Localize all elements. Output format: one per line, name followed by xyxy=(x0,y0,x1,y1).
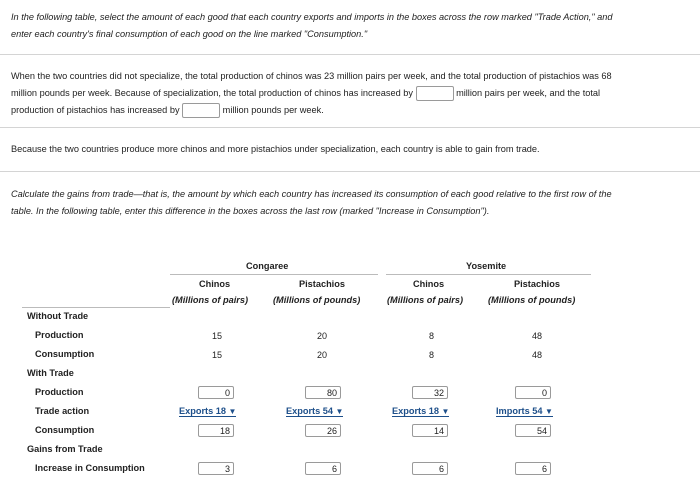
production-value: 20 xyxy=(316,331,327,341)
dropdown-value: Imports 54 xyxy=(496,406,543,416)
country-yosemite: Yosemite xyxy=(466,261,507,271)
spec-line-3-b: million pounds per week. xyxy=(222,105,324,115)
consumption-value: 20 xyxy=(316,350,327,360)
row-label-trade-action: Trade action xyxy=(35,406,90,416)
spec-line-3-a: production of pistachios has increased by xyxy=(11,105,180,115)
production-value: 8 xyxy=(428,331,434,341)
gain-statement: Because the two countries produce more chinos and more pistachios under specialization, each country is able to gain from trade. xyxy=(11,144,540,154)
spec-line-3 xyxy=(11,102,696,119)
row-label-consumption: Consumption xyxy=(35,349,95,359)
increase-input[interactable]: 3 xyxy=(198,462,234,475)
dropdown-value: Exports 18 xyxy=(179,406,226,416)
production-input[interactable]: 0 xyxy=(198,386,234,399)
country-congaree: Congaree xyxy=(246,261,289,271)
production-input[interactable]: 0 xyxy=(515,386,551,399)
row-label-underline xyxy=(22,307,170,308)
row-label-with-trade: With Trade xyxy=(27,368,74,378)
spec-line-2-b: million pairs per week, and the total xyxy=(456,88,601,98)
production-input[interactable]: 80 xyxy=(305,386,341,399)
chevron-down-icon: ▼ xyxy=(545,407,553,416)
row-label-without-trade: Without Trade xyxy=(27,311,89,321)
production-value: 48 xyxy=(531,331,542,341)
consumption-value: 48 xyxy=(531,350,542,360)
row-label-production: Production xyxy=(35,330,84,340)
row-label-increase-in-consumption: Increase in Consumption xyxy=(35,463,145,473)
trade-action-dropdown[interactable] xyxy=(286,406,343,417)
divider xyxy=(0,54,700,55)
instructions-intro xyxy=(11,9,696,43)
chinos-increase-input[interactable] xyxy=(416,86,454,101)
good-header-pistachios-congaree: Pistachios xyxy=(299,279,345,289)
intro-line-2: enter each country's final consumption of each good on the line marked "Consumption." xyxy=(11,29,368,39)
production-value: 15 xyxy=(211,331,222,341)
consumption-value: 8 xyxy=(428,350,434,360)
row-label-consumption: Consumption xyxy=(35,425,95,435)
unit-header-congaree-chinos: (Millions of pairs) xyxy=(172,295,249,305)
increase-input[interactable]: 6 xyxy=(515,462,551,475)
congaree-underline xyxy=(170,274,378,275)
spec-line-2 xyxy=(11,85,696,102)
pistachios-increase-input[interactable] xyxy=(182,103,220,118)
production-input[interactable]: 32 xyxy=(412,386,448,399)
unit-header-yosemite-chinos: (Millions of pairs) xyxy=(387,295,464,305)
consumption-input[interactable]: 18 xyxy=(198,424,234,437)
intro-line-1: In the following table, select the amount of each good that each country exports and imports in the boxes across the row marked "Trade Action," and xyxy=(11,12,613,22)
divider xyxy=(0,127,700,128)
chevron-down-icon: ▼ xyxy=(441,407,450,416)
increase-input[interactable]: 6 xyxy=(305,462,341,475)
increase-input[interactable]: 6 xyxy=(412,462,448,475)
good-header-chinos-yosemite: Chinos xyxy=(413,279,445,289)
unit-header-yosemite-pistachios: (Millions of pounds) xyxy=(488,295,576,305)
consumption-input[interactable]: 26 xyxy=(305,424,341,437)
calc-line-2: table. In the following table, enter this difference in the boxes across the last row (marked "Increase in Consumption"). xyxy=(11,206,490,216)
row-label-production: Production xyxy=(35,387,84,397)
divider xyxy=(0,171,700,172)
trade-action-dropdown[interactable] xyxy=(179,406,236,417)
dropdown-value: Exports 54 xyxy=(286,406,333,416)
trade-action-dropdown[interactable] xyxy=(496,406,553,417)
spec-line-1: When the two countries did not specialize, the total production of chinos was 23 million pairs per week, and the total production of pistachios was 68 xyxy=(11,71,612,81)
trade-action-dropdown[interactable] xyxy=(392,406,449,417)
specialization-paragraph xyxy=(11,68,696,119)
good-header-pistachios-yosemite: Pistachios xyxy=(514,279,560,289)
calculate-instructions xyxy=(11,186,696,220)
yosemite-underline xyxy=(386,274,591,275)
calc-line-1: Calculate the gains from trade—that is, the amount by which each country has increased its consumption of each good relative to the first row of the xyxy=(11,189,612,199)
consumption-input[interactable]: 54 xyxy=(515,424,551,437)
chevron-down-icon: ▼ xyxy=(228,407,237,416)
row-label-gains-from-trade: Gains from Trade xyxy=(27,444,103,454)
chevron-down-icon: ▼ xyxy=(335,407,344,416)
consumption-input[interactable]: 14 xyxy=(412,424,448,437)
spec-line-2-a: million pounds per week. Because of specialization, the total production of chinos has increased by xyxy=(11,88,413,98)
unit-header-congaree-pistachios: (Millions of pounds) xyxy=(273,295,361,305)
consumption-value: 15 xyxy=(211,350,222,360)
dropdown-value: Exports 18 xyxy=(392,406,439,416)
good-header-chinos-congaree: Chinos xyxy=(199,279,231,289)
